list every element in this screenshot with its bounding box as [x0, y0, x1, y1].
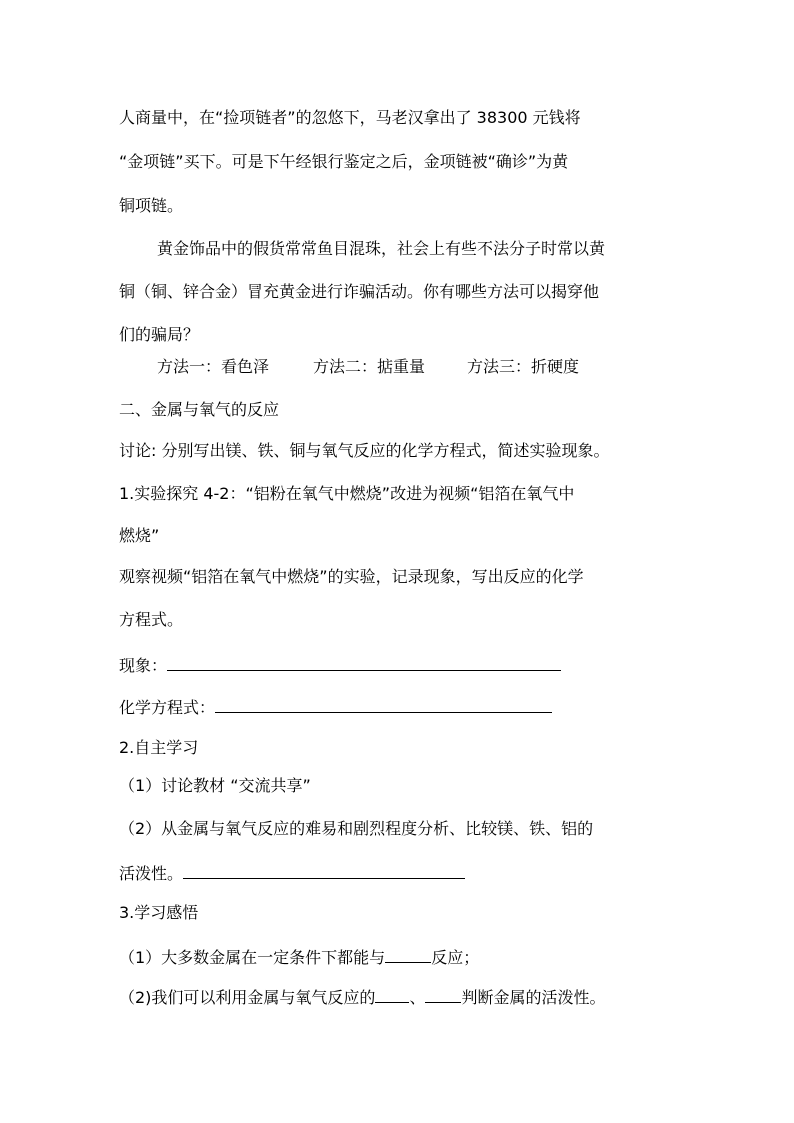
activity-label: 活泼性。	[119, 864, 184, 883]
item2-sub1: （1）讨论教材 “交流共享”	[119, 776, 311, 795]
item3-sub2-text-a: （2)我们可以利用金属与氧气反应的	[119, 988, 376, 1007]
paragraph2-line3: 们的骗局？	[119, 325, 200, 344]
observe-line1: 观察视频“铝箔在氧气中燃烧”的实验，记录现象，写出反应的化学	[119, 567, 584, 586]
item3-sub1-text-a: （1）大多数金属在一定条件下都能与	[119, 948, 386, 967]
methods-line	[157, 356, 579, 378]
item2-sub2-line1: （2）从金属与氧气反应的难易和剧烈程度分析、比较镁、铁、铝的	[119, 819, 594, 838]
phenomenon-label: 现象：	[119, 656, 168, 675]
item1-line1: 1.实验探究 4-2：“铝粉在氧气中燃烧”改进为视频“铝箔在氧气中	[119, 484, 575, 503]
criterion-two-blank[interactable]	[425, 984, 461, 1003]
method-three: 方法三：折硬度	[467, 357, 580, 376]
phenomenon-row	[119, 652, 561, 677]
item3-sub1-row	[119, 944, 479, 969]
discussion-text: 讨论: 分别写出镁、铁、铜与氧气反应的化学方程式，简述实验现象。	[119, 441, 610, 460]
item3-sub2-separator: 、	[409, 988, 426, 1007]
oxygen-reaction-blank[interactable]	[385, 944, 431, 963]
item3-sub2-row	[119, 984, 605, 1009]
item1-line2: 燃烧”	[119, 526, 160, 545]
method-two: 方法二：掂重量	[313, 357, 426, 376]
section2-heading: 二、金属与氧气的反应	[119, 400, 280, 419]
item3-sub1-text-b: 反应；	[431, 948, 480, 967]
activity-row	[119, 860, 465, 885]
criterion-one-blank[interactable]	[375, 984, 409, 1003]
paragraph1-line1: 人商量中，在“捡项链者”的忽悠下，马老汉拿出了 38300 元钱将	[119, 108, 581, 127]
activity-answer-blank[interactable]	[183, 860, 465, 879]
paragraph2-line1: 黄金饰品中的假货常常鱼目混珠，社会上有些不法分子时常以黄	[157, 239, 606, 258]
equation-row	[119, 694, 552, 719]
paragraph2-line2: 铜（铜、锌合金）冒充黄金进行诈骗活动。你有哪些方法可以揭穿他	[119, 282, 600, 301]
equation-answer-blank[interactable]	[215, 694, 552, 713]
phenomenon-answer-blank[interactable]	[167, 652, 561, 671]
paragraph1-line2: “金项链”买下。可是下午经银行鉴定之后，金项链被“确诊”为黄	[119, 152, 569, 171]
item2-heading: 2.自主学习	[119, 738, 199, 757]
item3-heading: 3.学习感悟	[119, 903, 199, 922]
paragraph1-line3: 铜项链。	[119, 196, 184, 215]
equation-label: 化学方程式：	[119, 698, 216, 717]
method-one: 方法一：看色泽	[157, 357, 270, 376]
item3-sub2-text-c: 判断金属的活泼性。	[461, 988, 606, 1007]
observe-line2: 方程式。	[119, 610, 184, 629]
